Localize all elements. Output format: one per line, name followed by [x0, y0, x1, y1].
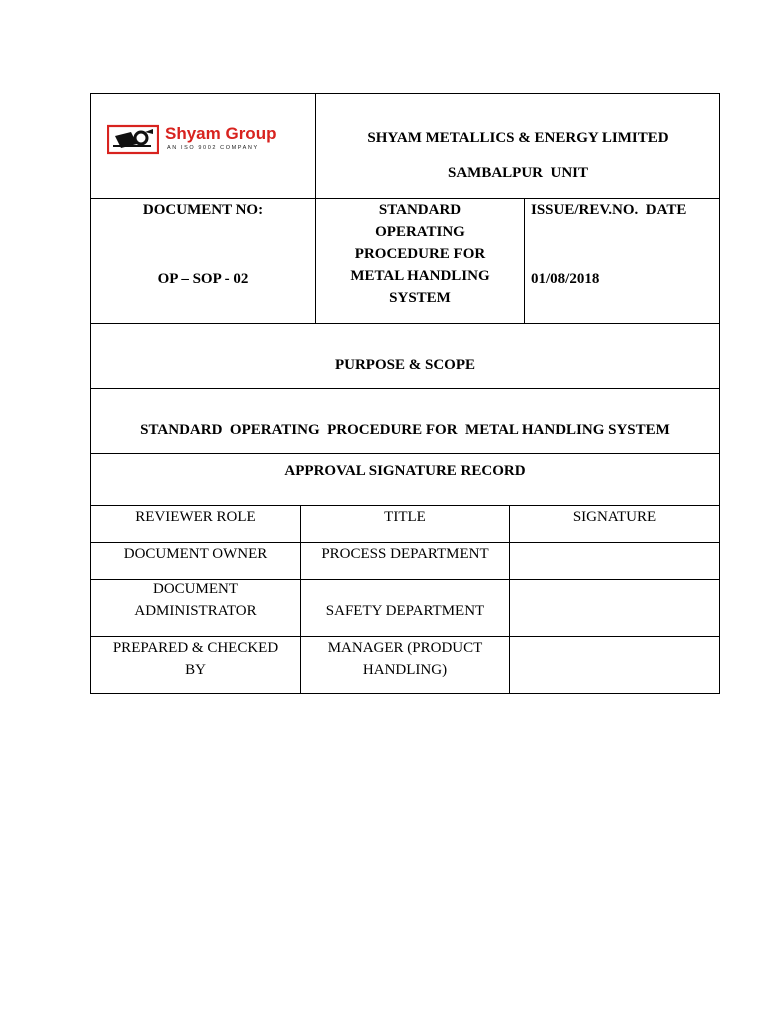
table-row-role: DOCUMENT — [153, 581, 238, 597]
table-row-role: DOCUMENT OWNER — [123, 546, 268, 562]
shyam-group-emblem-icon — [107, 124, 159, 156]
table-row-role: BY — [185, 662, 206, 678]
table-row-role: ADMINISTRATOR — [134, 603, 257, 619]
document-title-line: STANDARD — [378, 202, 462, 218]
table-row-title: MANAGER (PRODUCT — [327, 640, 483, 656]
document-no-label: DOCUMENT NO: — [142, 202, 264, 218]
row-divider-2 — [90, 323, 720, 324]
column-header-signature: SIGNATURE — [572, 509, 657, 525]
approval-heading: APPROVAL SIGNATURE RECORD — [284, 463, 526, 479]
logo-name: Shyam Group — [165, 124, 277, 143]
table-row-title: PROCESS DEPARTMENT — [321, 546, 489, 562]
column-header-title: TITLE — [384, 509, 426, 525]
purpose-scope-heading: PURPOSE & SCOPE — [334, 357, 475, 373]
document-title-line: SYSTEM — [389, 290, 451, 306]
table-row-role: PREPARED & CHECKED — [112, 640, 279, 656]
document-title-line: METAL HANDLING — [350, 268, 490, 284]
unit-name: SAMBALPUR UNIT — [447, 165, 588, 181]
column-header-reviewer-role: REVIEWER ROLE — [135, 509, 256, 525]
signature-cell[interactable] — [510, 580, 719, 636]
info-divider — [524, 198, 525, 323]
row-divider-4 — [90, 453, 720, 454]
table-row-title: SAFETY DEPARTMENT — [325, 603, 485, 619]
table-row-title: HANDLING) — [362, 662, 448, 678]
signature-cell[interactable] — [510, 543, 719, 579]
issue-rev-label: ISSUE/REV.NO. DATE — [531, 202, 687, 218]
document-no-value: OP – SOP - 02 — [157, 271, 249, 287]
document-title-line: PROCEDURE FOR — [354, 246, 486, 262]
document-title-line: OPERATING — [375, 224, 465, 240]
logo-tagline: AN ISO 9002 COMPANY — [167, 145, 259, 151]
procedure-title: STANDARD OPERATING PROCEDURE FOR METAL HANDLING SYSTEM — [140, 422, 670, 438]
row-divider-3 — [90, 388, 720, 389]
issue-date-value: 01/08/2018 — [531, 271, 600, 287]
company-name: SHYAM METALLICS & ENERGY LIMITED — [367, 130, 669, 146]
company-logo — [107, 124, 307, 156]
signature-cell[interactable] — [510, 637, 719, 693]
